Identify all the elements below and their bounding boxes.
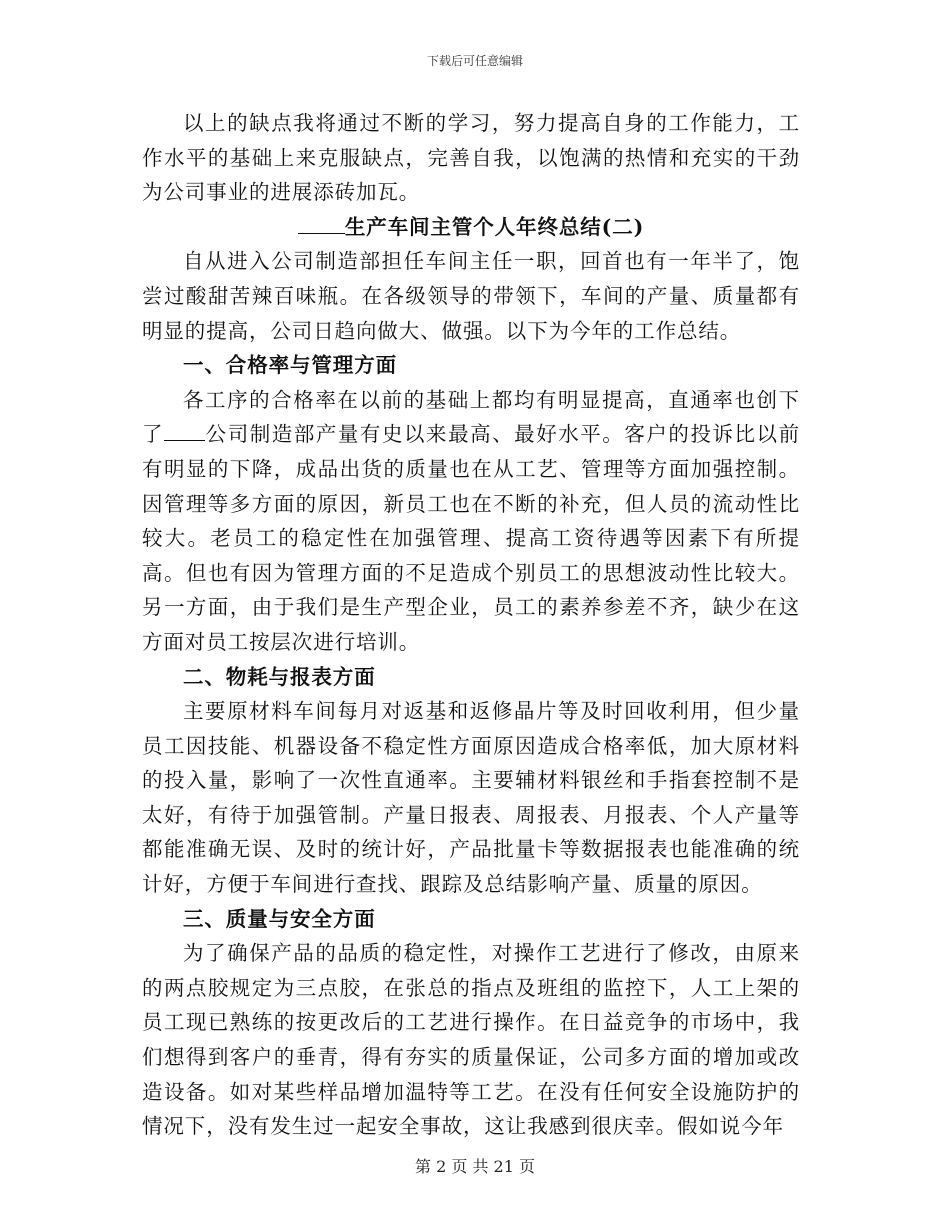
paragraph-intro: 以上的缺点我将通过不断的学习，努力提高自身的工作能力，工作水平的基础上来克服缺点，完善自我，以饱满的热情和充实的干劲为公司事业的进展添砖加瓦。	[142, 111, 800, 205]
document-body	[142, 106, 800, 1144]
section-title	[142, 210, 800, 245]
heading-qualification: 一、合格率与管理方面	[183, 353, 397, 378]
page-header: 下载后可任意编辑	[426, 54, 523, 68]
inline-blank-underline	[164, 422, 205, 441]
page-footer: 第 2 页 共 21 页	[415, 1157, 535, 1176]
paragraph-qualification	[142, 383, 800, 660]
paragraph-qualification-part1: 各工序的合格率在以前的基础上都均有明显提高，直通率也创下了	[142, 387, 800, 447]
heading-materials: 二、物耗与报表方面	[183, 664, 376, 689]
title-text: 生产车间主管个人年终总结(二)	[344, 214, 645, 239]
paragraph-summary: 自从进入公司制造部担任车间主任一职，回首也有一年半了，饱尝过酸甜苦辣百味瓶。在各级领导的带领下，车间的产量、质量都有明显的提高，公司日趋向做大、做强。以下为今年的工作总结。	[142, 249, 800, 343]
paragraph-qualification-part2: 公司制造部产量有史以来最高、最好水平。客户的投诉比以前有明显的下降，成品出货的质量也在从工艺、管理等方面加强控制。因管理等多方面的原因，新员工也在不断的补充，但人员的流动性比较大。老员工的稳定性在加强管理、提高工资待遇等因素下有所提高。但也有因为管理方面的不足造成个别员工的思想波动性比较大。另一方面，由于我们是生产型企业，员工的素养参差不齐，缺少在这方面对员工按层次进行培训。	[142, 422, 800, 654]
title-blank-underline	[298, 214, 345, 233]
heading-quality-safety: 三、质量与安全方面	[183, 906, 376, 931]
paragraph-quality-safety: 为了确保产品的品质的稳定性，对操作工艺进行了修改，由原来的两点胶规定为三点胶，在张总的指点及班组的监控下，人工上架的员工现已熟练的按更改后的工艺进行操作。在日益竞争的市场中，我们想得到客户的垂青，得有夯实的质量保证，公司多方面的增加或改造设备。如对某些样品增加温特等工艺。在没有任何安全设施防护的情况下，没有发生过一起安全事故，这让我感到很庆幸。假如说今年	[142, 941, 800, 1139]
paragraph-materials: 主要原材料车间每月对返基和返修晶片等及时回收利用，但少量员工因技能、机器设备不稳定性方面原因造成合格率低，加大原材料的投入量，影响了一次性直通率。主要辅材料银丝和手指套控制不是太好，有待于加强管制。产量日报表、周报表、月报表、个人产量等都能准确无误、及时的统计好，产品批量卡等数据报表也能准确的统计好，方便于车间进行查找、跟踪及总结影响产量、质量的原因。	[142, 699, 800, 897]
